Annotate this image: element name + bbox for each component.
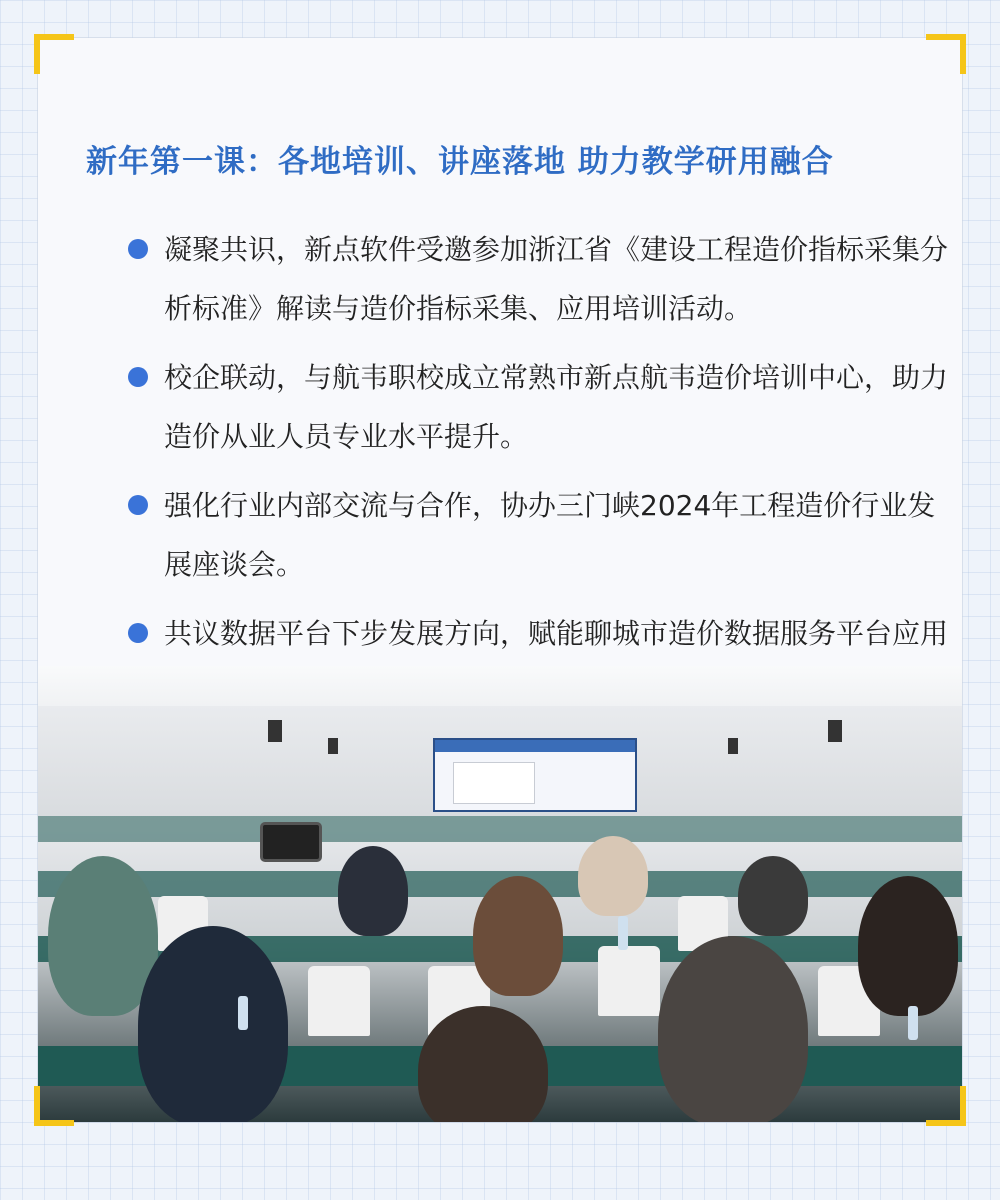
speaker-icon [828,720,842,742]
phone-icon [260,822,322,862]
attendee [338,846,408,936]
chair [598,946,660,1016]
list-item [128,476,958,594]
training-session-photo [38,666,962,1122]
bullet-dot-icon [128,495,148,515]
list-item [128,348,958,466]
list-item-text: 校企联动，与航韦职校成立常熟市新点航韦造价培训中心，助力造价从业人员专业水平提升。 [164,361,949,453]
corner-bracket-top-right [926,34,966,74]
attendee [418,1006,548,1122]
list-item [128,220,958,338]
list-item-text: 共议数据平台下步发展方向，赋能聊城市造价数据服务平台应用 [164,617,949,650]
attendee [738,856,808,936]
projection-screen [433,738,637,812]
attendee [658,936,808,1122]
table-row-graphic [38,816,962,842]
speaker-icon [328,738,338,754]
water-bottle [908,1006,918,1040]
speaker-icon [268,720,282,742]
list-item-text: 强化行业内部交流与合作，协办三门峡2024年工程造价行业发展座谈会。 [164,489,936,581]
attendee [858,876,958,1016]
bullet-list [128,220,958,732]
corner-bracket-bottom-right [926,1086,966,1126]
list-item-text: 凝聚共识，新点软件受邀参加浙江省《建设工程造价指标采集分析标准》解读与造价指标采集、应用培训活动。 [164,233,949,325]
bullet-dot-icon [128,239,148,259]
corner-bracket-top-left [34,34,74,74]
page-title: 新年第一课：各地培训、讲座落地 助力教学研用融合 [86,144,834,180]
chair [308,966,370,1036]
bullet-dot-icon [128,623,148,643]
attendee [138,926,288,1122]
screen-document [453,762,535,804]
corner-bracket-bottom-left [34,1086,74,1126]
attendee [473,876,563,996]
speaker-icon [728,738,738,754]
bullet-dot-icon [128,367,148,387]
attendee [578,836,648,916]
water-bottle [238,996,248,1030]
content-card [38,38,962,1122]
water-bottle [618,916,628,950]
